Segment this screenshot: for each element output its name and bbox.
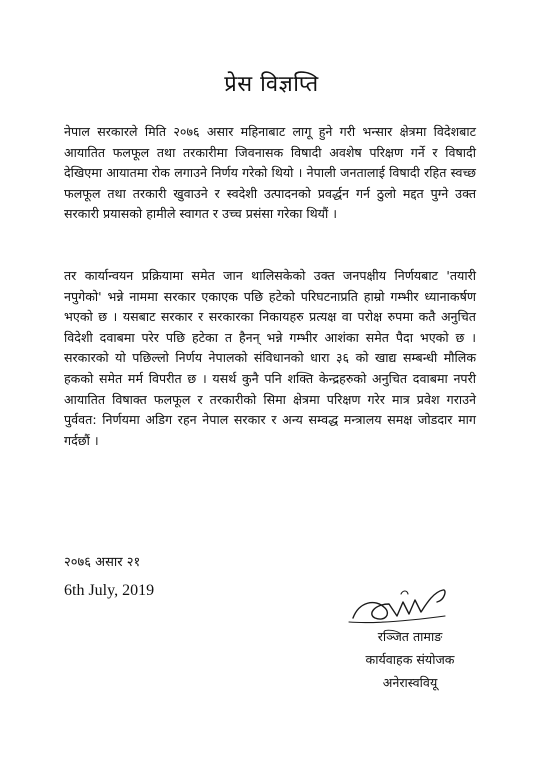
date-nepali: २०७६ असार २१ (64, 555, 141, 570)
document-title: प्रेस विज्ञप्ति (224, 72, 319, 97)
paragraph-2: तर कार्यान्वयन प्रक्रियामा समेत जान थालिसकेको उक्त जनपक्षीय निर्णयबाट 'तयारी नपुगेको' भन्ने नाममा सरकार एकाएक पछि हटेको परिघटनाप्रति हाम्रो गम्भीर ध्यानाकर्षण भएको छ । यसबाट सरकार र सरकारका निकायहरु प्रत्यक्ष वा परोक्ष रुपमा कतै अनुचित विदेशी दवाबमा परेर पछि हटेका त हैनन् भन्ने गम्भीर आशंका समेत पैदा भएको छ । सरकारको यो पछिल्लो निर्णय नेपालको संविधानको धारा ३६ को खाद्य सम्बन्धी मौलिक हकको समेत मर्म विपरीत छ । यसर्थ कुनै पनि शक्ति केन्द्रहरुको अनुचित दवाबमा नपरी आयातित विषाक्त फलफूल र तरकारीको सिमा क्षेत्रमा परिक्षण गरेर मात्र प्रवेश गराउने पुर्ववत: निर्णयमा अडिग रहन नेपाल सरकार र अन्य सम्वद्ध मन्त्रालय समक्ष जोडदार माग गर्दछौं । (64, 268, 476, 448)
paragraph-1: नेपाल सरकारले मिति २०७६ असार महिनाबाट लागू हुने गरी भन्सार क्षेत्रमा विदेशबाट आयातित फलफूल तथा तरकारीमा जिवनासक विषादी अवशेष परिक्षण गर्ने र विषादी देखिएमा आयातमा रोक लगाउने निर्णय गरेको थियो । नेपाली जनतालाई विषादी रहित स्वच्छ फलफूल तथा तरकारी खुवाउने र स्वदेशी उत्पादनको प्रवर्द्धन गर्न ठुलो मद्दत पुग्ने उक्त सरकारी प्रयासको हामीले स्वागत र उच्च प्रसंसा गरेका थियौं । (64, 124, 476, 222)
date-english: 6th July, 2019 (64, 582, 155, 599)
signatory-organization: अनेरास्ववियू (382, 675, 438, 690)
signatory-name: रञ्जित तामाङ (377, 629, 443, 644)
signatory-block (330, 625, 490, 694)
handwritten-signature (345, 582, 455, 628)
signatory-position: कार्यवाहक संयोजक (365, 652, 455, 667)
